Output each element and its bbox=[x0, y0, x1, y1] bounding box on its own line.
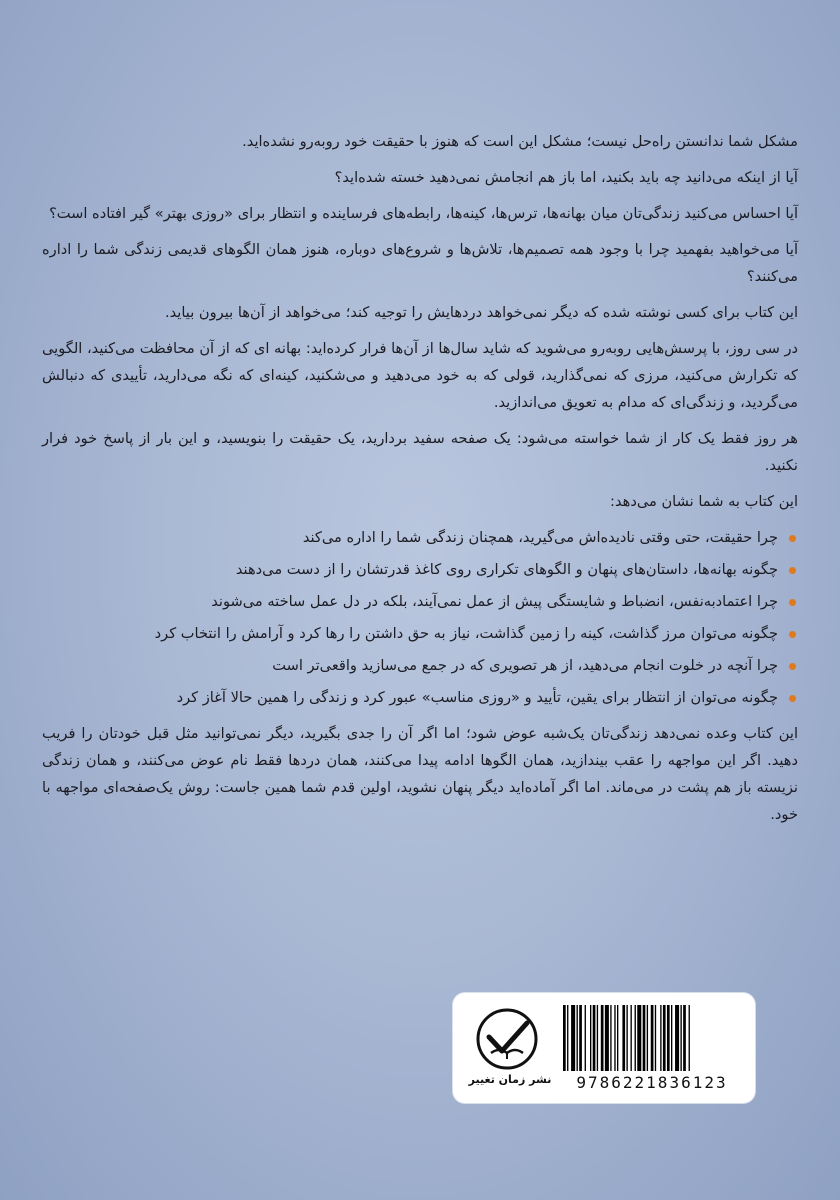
barcode-bar bbox=[614, 1005, 615, 1071]
bullet-text: چرا حقیقت، حتی وقتی نادیده‌اش می‌گیرید، همچنان زندگی شما را اداره می‌کند bbox=[302, 529, 778, 546]
checkmark-book-icon bbox=[475, 1007, 539, 1071]
bullets-heading: این کتاب به شما نشان می‌دهد: bbox=[610, 493, 798, 510]
barcode-bar bbox=[597, 1005, 598, 1071]
barcode-bar bbox=[585, 1005, 586, 1071]
barcode-bar bbox=[643, 1005, 646, 1071]
barcode-bar bbox=[680, 1005, 681, 1071]
intro-line-1: مشکل شما ندانستن راه‌حل نیست؛ مشکل این است که هنوز با حقیقت خود روبه‌رو نشده‌اید. bbox=[242, 133, 798, 150]
barcode-bar bbox=[675, 1005, 679, 1071]
intro-line-2: آیا از اینکه می‌دانید چه باید بکنید، اما باز هم انجامش نمی‌دهید خسته شده‌اید؟ bbox=[334, 169, 798, 186]
isbn-number: 9786221836123 bbox=[576, 1073, 728, 1092]
bullet-item bbox=[42, 556, 798, 583]
barcode-bar bbox=[590, 1005, 591, 1071]
barcode-bars bbox=[563, 1005, 739, 1071]
barcode-bar bbox=[663, 1005, 666, 1071]
barcode-bar bbox=[667, 1005, 670, 1071]
bullet-list bbox=[42, 524, 798, 711]
bullet-dot-icon bbox=[789, 535, 796, 542]
barcode-bar bbox=[631, 1005, 632, 1071]
barcode-bar bbox=[622, 1005, 625, 1071]
barcode-bar bbox=[577, 1005, 578, 1071]
publisher-logo bbox=[467, 1007, 553, 1093]
bullet-item bbox=[42, 524, 798, 551]
intro-line-5: این کتاب برای کسی نوشته شده که دیگر نمی‌خواهد دردهایش را توجیه کند؛ می‌خواهد از آن‌ها بیرون بیاید. bbox=[165, 304, 798, 321]
publisher-name: نشر زمان تغییر bbox=[468, 1073, 552, 1086]
intro-line-3: آیا احساس می‌کنید زندگی‌تان میان بهانه‌ها، ترس‌ها، کینه‌ها، رابطه‌های فرساینده و انتظار برای «روزی بهتر» گیر افتاده است؟ bbox=[49, 205, 798, 222]
bullet-item bbox=[42, 588, 798, 615]
barcode-bar bbox=[567, 1005, 568, 1071]
barcode-card bbox=[453, 993, 755, 1103]
bullet-text: چگونه می‌توان از انتظار برای یقین، تأیید و «روزی مناسب» عبور کرد و زندگی را همین حالا آغاز کرد bbox=[176, 689, 778, 706]
barcode-bar bbox=[617, 1005, 618, 1071]
barcode-bar bbox=[579, 1005, 582, 1071]
barcode-bar bbox=[637, 1005, 641, 1071]
closing-paragraph: این کتاب وعده نمی‌دهد زندگی‌تان یک‌شبه عوض شود؛ اما اگر آن را جدی بگیرید، دیگر نمی‌توانید مثل قبل خودتان را فریب دهید. اگر این مواجهه را عقب بیندازید، همان الگوها ادامه پیدا می‌کنند، همان دردها فقط نام عوض می‌کنند، و همان زندگی نزیسته باز هم پشت در می‌ماند. اما اگر آماده‌اید دیگر پنهان نشوید، اولین قدم شما همین جاست: روش یک‌صفحه‌ای مواجهه با خود. bbox=[42, 725, 798, 823]
barcode-bar bbox=[655, 1005, 656, 1071]
barcode-bar bbox=[610, 1005, 611, 1071]
barcode-bar bbox=[689, 1005, 690, 1071]
barcode-bar bbox=[651, 1005, 654, 1071]
bullet-dot-icon bbox=[789, 695, 796, 702]
intro-line-7: هر روز فقط یک کار از شما خواسته می‌شود: یک صفحه سفید بردارید، یک حقیقت را بنویسید، و این بار از پاسخ خود فرار نکنید. bbox=[42, 430, 798, 474]
bullet-item bbox=[42, 684, 798, 711]
bullet-text: چرا آنچه در خلوت انجام می‌دهید، از هر تصویری که در جمع می‌سازید واقعی‌تر است bbox=[272, 657, 778, 674]
intro-line-4: آیا می‌خواهید بفهمید چرا با وجود همه تصمیم‌ها، تلاش‌ها و شروع‌های دوباره، هنوز همان الگوهای قدیمی زندگی شما را اداره می‌کنند؟ bbox=[42, 241, 798, 285]
barcode-bar bbox=[683, 1005, 686, 1071]
intro-line-6: در سی روز، با پرسش‌هایی روبه‌رو می‌شوید که شاید سال‌ها از آن‌ها فرار کرده‌اید: بهانه ای که از آن محافظت می‌کنید، الگویی که تکرارش می‌کنید، مرزی که نمی‌گذارید، قولی که به خود می‌دهید و می‌شکنید، کینه‌ای که نگه می‌دارید، تأییدی که دنبالش می‌گردید، و زندگی‌ای که مدام به تعویق می‌اندازید. bbox=[42, 340, 798, 411]
bullet-text: چرا اعتمادبه‌نفس، انضباط و شایستگی پیش از عمل نمی‌آیند، بلکه در دل عمل ساخته می‌شوند bbox=[211, 593, 778, 610]
bullet-item bbox=[42, 652, 798, 679]
barcode-bar bbox=[626, 1005, 627, 1071]
barcode-bar bbox=[671, 1005, 672, 1071]
barcode-bar bbox=[593, 1005, 596, 1071]
barcode-bar bbox=[605, 1005, 609, 1071]
barcode-bar bbox=[647, 1005, 648, 1071]
barcode-bar bbox=[660, 1005, 661, 1071]
barcode-bar bbox=[601, 1005, 604, 1071]
bullet-text: چگونه بهانه‌ها، داستان‌های پنهان و الگوهای تکراری روی کاغذ قدرتشان را از دست می‌دهند bbox=[235, 561, 778, 578]
bullet-dot-icon bbox=[789, 663, 796, 670]
bullet-text: چگونه می‌توان مرز گذاشت، کینه را زمین گذاشت، نیاز به حق داشتن را رها کرد و آرامش را انتخاب کرد bbox=[154, 625, 778, 642]
bullet-item bbox=[42, 620, 798, 647]
bullet-dot-icon bbox=[789, 599, 796, 606]
barcode-bar bbox=[571, 1005, 575, 1071]
barcode-bar bbox=[635, 1005, 636, 1071]
barcode-bar bbox=[563, 1005, 566, 1071]
bullet-dot-icon bbox=[789, 631, 796, 638]
blurb bbox=[42, 128, 798, 837]
bullet-dot-icon bbox=[789, 567, 796, 574]
